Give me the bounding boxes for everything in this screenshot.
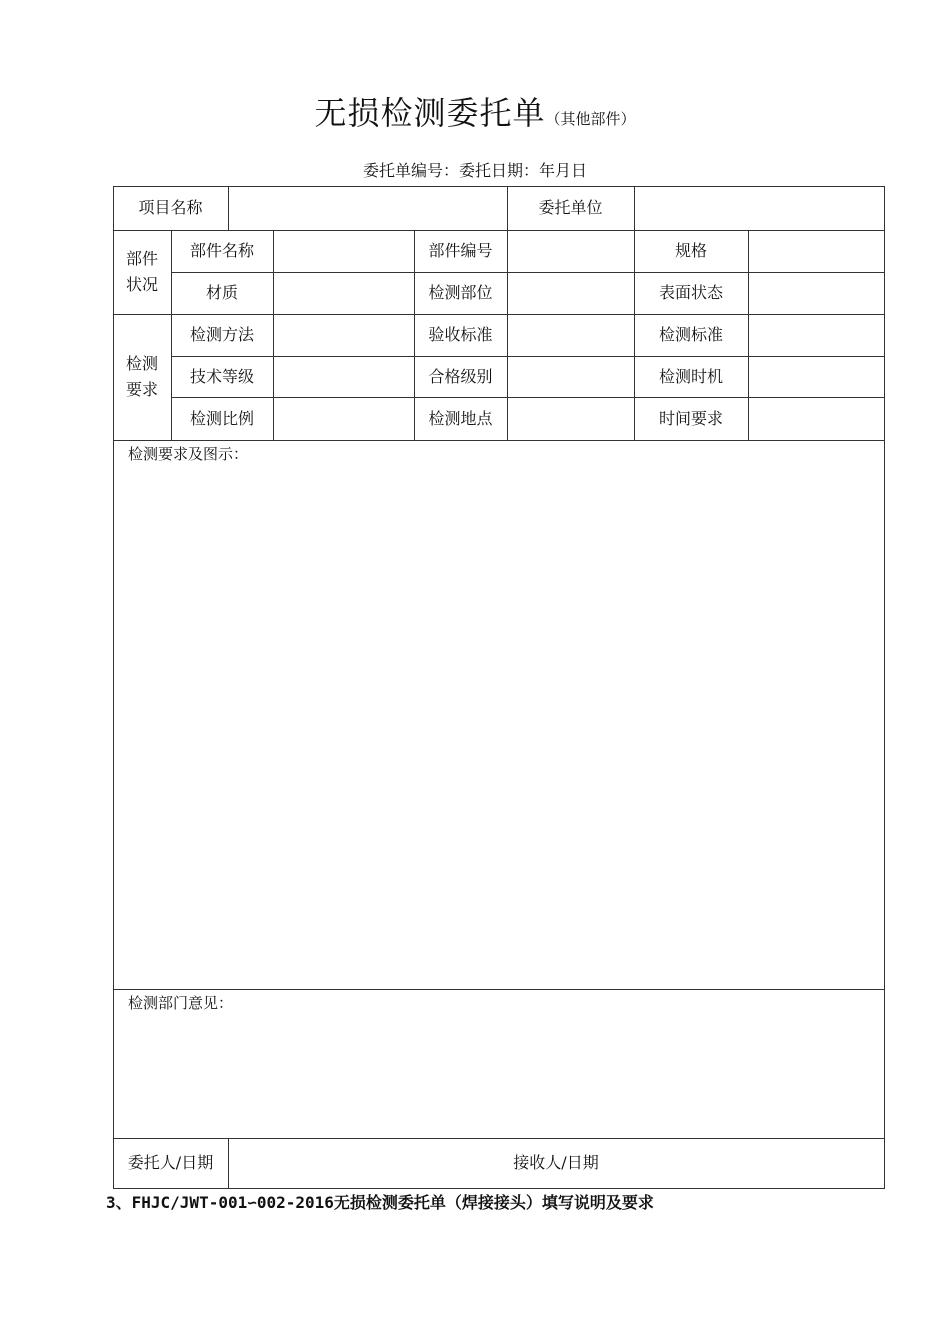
part-number-field[interactable] [508, 231, 634, 272]
acceptance-standard-label: 验收标准 [428, 325, 493, 344]
part-name-label: 部件名称 [189, 241, 254, 260]
department-opinion-area[interactable] [114, 1015, 884, 1137]
test-standard-field[interactable] [749, 315, 884, 356]
client-unit-field[interactable] [635, 187, 884, 230]
time-requirement-label: 时间要求 [658, 408, 723, 428]
client-date-label: 委托人/日期 [127, 1153, 214, 1172]
tech-grade-label: 技术等级 [189, 366, 254, 386]
test-ratio-field[interactable] [274, 398, 414, 440]
test-timing-field[interactable] [749, 357, 884, 397]
receiver-date-label: 接收人/日期 [513, 1153, 599, 1172]
tech-grade-field[interactable] [274, 357, 414, 397]
part-number-label: 部件编号 [428, 241, 493, 260]
test-site-field[interactable] [508, 398, 634, 440]
department-opinion-label: 检测部门意见： [128, 994, 234, 1012]
test-location-field[interactable] [508, 273, 634, 314]
title-suffix: （其他部件） [545, 110, 636, 128]
table-rule [113, 989, 885, 990]
requirements-figure-area[interactable] [114, 466, 884, 988]
table-rule [113, 440, 885, 441]
qualified-level-field[interactable] [508, 357, 634, 397]
material-field[interactable] [274, 273, 414, 314]
test-method-label: 检测方法 [189, 325, 254, 344]
test-ratio-label: 检测比例 [189, 408, 254, 428]
spec-field[interactable] [749, 231, 884, 272]
qualified-level-label: 合格级别 [428, 366, 493, 386]
spec-label: 规格 [674, 241, 707, 260]
test-timing-label: 检测时机 [658, 366, 723, 386]
test-method-field[interactable] [274, 315, 414, 356]
time-requirement-field[interactable] [749, 398, 884, 440]
test-site-label: 检测地点 [428, 408, 493, 428]
project-name-label: 项目名称 [138, 198, 203, 217]
test-location-label: 检测部位 [428, 283, 493, 302]
test-standard-label: 检测标准 [658, 325, 723, 344]
acceptance-standard-field[interactable] [508, 315, 634, 356]
table-rule [113, 1188, 885, 1189]
surface-state-field[interactable] [749, 273, 884, 314]
client-unit-label: 委托单位 [538, 198, 603, 217]
surface-state-label: 表面状态 [658, 283, 723, 302]
title-main: 无损检测委托单 [314, 94, 546, 132]
requirements-figure-label: 检测要求及图示： [128, 445, 249, 463]
form-meta-line: 委托单编号：委托日期：年月日 [362, 161, 587, 180]
material-label: 材质 [205, 283, 238, 302]
table-rule [884, 186, 885, 1189]
project-name-field[interactable] [229, 187, 507, 230]
form-title [0, 88, 950, 134]
footer-note: 3、FHJC/JWT-001∽002-2016无损检测委托单（焊接接头）填写说明及要求 [106, 1193, 654, 1212]
test-requirements-label: 检测 要求 [125, 354, 158, 399]
part-name-field[interactable] [274, 231, 414, 272]
part-status-label: 部件 状况 [125, 249, 158, 294]
